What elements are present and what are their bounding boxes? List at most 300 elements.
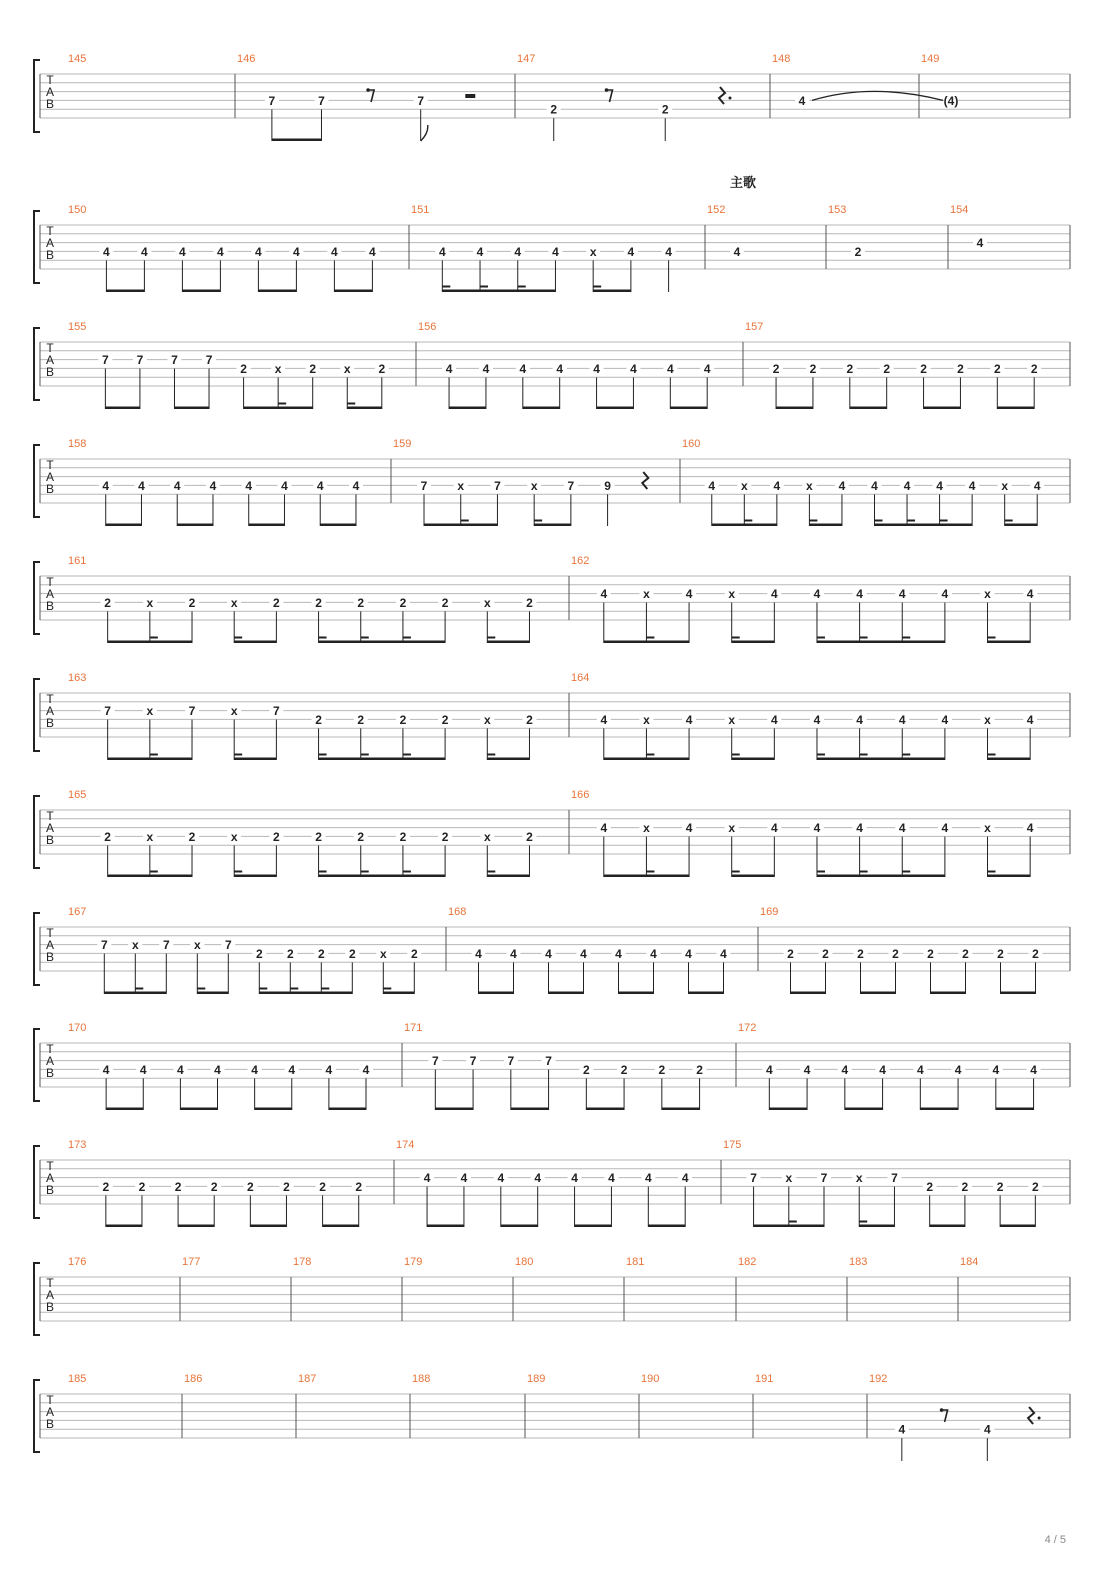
fret-number: 7 [891, 1171, 898, 1186]
fret-number: 2 [255, 946, 263, 961]
beam [732, 758, 775, 761]
sixteenth-beam [361, 637, 369, 639]
fret-number: 4 [685, 587, 693, 602]
beam [249, 524, 285, 527]
tab-clef-letter: T [46, 692, 54, 706]
measure [68, 1139, 366, 1227]
dead-note: x [785, 1171, 793, 1186]
sixteenth-beam [403, 637, 411, 639]
system-bracket [34, 1380, 40, 1452]
dead-note: x [230, 829, 238, 844]
fret-number: 2 [315, 829, 322, 844]
fret-number: 4 [460, 1171, 468, 1186]
beam [182, 290, 220, 293]
measure [68, 906, 421, 994]
tab-clef-letter: B [45, 1183, 55, 1197]
sixteenth-beam [809, 520, 817, 522]
beam [427, 1225, 464, 1228]
fret-number: 4 [331, 244, 338, 259]
fret-number: 7 [420, 478, 428, 493]
beam [105, 407, 140, 410]
measure-number: 179 [404, 1256, 423, 1268]
fret-number: 4 [813, 821, 821, 836]
fret-number: 4 [316, 478, 324, 493]
beam [732, 875, 775, 878]
dead-note: x [728, 821, 736, 836]
fret-number: 4 [552, 244, 559, 259]
fret-number: 4 [770, 712, 778, 727]
fret-number: 2 [962, 946, 969, 961]
tab-clef-letter: T [46, 458, 54, 472]
fret-number: 4 [255, 244, 262, 259]
measure [404, 1022, 707, 1110]
beam [586, 1108, 624, 1111]
eighth-rest-dot [605, 88, 609, 92]
fret-number: 4 [534, 1171, 542, 1186]
quarter-rest [1028, 1407, 1034, 1424]
fret-number: 4 [685, 946, 692, 961]
sixteenth-beam [197, 988, 205, 990]
beam [712, 524, 777, 527]
fret-number: 4 [720, 946, 727, 961]
beam [435, 1108, 473, 1111]
dead-note: x [643, 587, 650, 602]
sixteenth-beam [347, 403, 355, 405]
beam [106, 524, 142, 527]
fret-number: 4 [838, 478, 846, 493]
measure-number: 159 [393, 438, 412, 450]
fret-number: 2 [857, 946, 864, 961]
beam [988, 758, 1031, 761]
fret-number: 2 [399, 829, 407, 844]
fret-number: 4 [608, 1171, 615, 1186]
beam [255, 1108, 292, 1111]
fret-number: 2 [993, 361, 1001, 376]
tab-clef-letter: T [46, 73, 54, 87]
fret-number: 4 [879, 1062, 886, 1077]
fret-number: 4 [856, 712, 863, 727]
sixteenth-beam [487, 637, 495, 639]
system-bracket [34, 1029, 40, 1101]
beam [597, 407, 634, 410]
beam [487, 875, 529, 878]
beam [347, 407, 382, 410]
measure-number: 148 [772, 53, 791, 65]
measure-number: 157 [745, 321, 764, 333]
fret-number: 4 [773, 478, 781, 493]
tab-clef-letter: A [45, 470, 55, 484]
sixteenth-beam [150, 637, 158, 639]
beam [323, 1225, 359, 1228]
measure [828, 204, 865, 259]
measure-number: 171 [404, 1022, 423, 1034]
tab-clef-letter: T [46, 926, 54, 940]
fret-number: 4 [445, 361, 453, 376]
tab-clef-letter: A [45, 1171, 55, 1185]
dead-note: x [806, 478, 813, 493]
tab-clef-letter: A [45, 1054, 55, 1068]
measure [682, 438, 1044, 526]
beam [272, 139, 322, 142]
fret-number: 7 [171, 353, 178, 368]
beam [174, 407, 209, 410]
measure [571, 789, 1037, 877]
sixteenth-beam [361, 871, 369, 873]
tab-system [34, 204, 1070, 292]
sixteenth-beam [150, 754, 158, 756]
fret-number: 2 [526, 829, 533, 844]
fret-number: 7 [750, 1171, 757, 1186]
tab-clef-letter: B [45, 1417, 55, 1431]
measure-number: 163 [68, 672, 87, 684]
fret-number: 4 [813, 712, 821, 727]
fret-number: 4 [1026, 821, 1034, 836]
measure [745, 321, 1041, 409]
measure [738, 1022, 1041, 1110]
fret-number: 7 [417, 93, 425, 108]
beam [817, 641, 945, 644]
fret-number: 2 [399, 712, 407, 727]
system-bracket [34, 679, 40, 751]
sixteenth-beam [732, 637, 740, 639]
tab-clef-letter: A [45, 236, 55, 250]
fret-number: 4 [600, 587, 608, 602]
beam [662, 1108, 700, 1111]
beam [776, 407, 813, 410]
dead-note: x [855, 1171, 863, 1186]
measure [411, 204, 676, 292]
tab-clef-letter: A [45, 85, 55, 99]
sixteenth-beam [874, 520, 882, 522]
fret-number: 4 [983, 1422, 991, 1437]
fret-number: 4 [765, 1062, 773, 1077]
fret-number: 4 [685, 821, 693, 836]
system-bracket [34, 60, 40, 132]
measure [760, 906, 1043, 994]
fret-number: 4 [545, 946, 552, 961]
sixteenth-beam [859, 1221, 867, 1223]
sixteenth-beam [646, 871, 654, 873]
fret-number: 7 [104, 704, 111, 719]
beam [234, 641, 276, 644]
beam [593, 290, 631, 293]
fret-number: 4 [1033, 478, 1041, 493]
sixteenth-beam [732, 871, 740, 873]
measure [418, 321, 714, 409]
beam [234, 875, 276, 878]
fret-number: 2 [210, 1179, 218, 1194]
tab-clef-letter: A [45, 1288, 55, 1302]
tab-system [34, 906, 1070, 994]
dead-note: x [984, 587, 991, 602]
fret-number: 2 [822, 946, 829, 961]
dead-note: x [146, 829, 154, 844]
sixteenth-beam [902, 871, 910, 873]
sixteenth-beam [290, 988, 298, 990]
tab-clef-letter: A [45, 353, 55, 367]
beam [197, 992, 228, 995]
measure-number: 151 [411, 204, 430, 216]
fret-number: 4 [630, 361, 637, 376]
tab-clef-letter: A [45, 587, 55, 601]
dead-note: x [230, 595, 238, 610]
fret-number: 4 [941, 821, 949, 836]
sixteenth-beam [135, 988, 143, 990]
beam [319, 641, 446, 644]
measure-number: 173 [68, 1139, 87, 1151]
fret-number: 4 [369, 244, 376, 259]
beam [319, 875, 446, 878]
measure-number: 164 [571, 672, 590, 684]
measure [448, 906, 731, 994]
measure-number: 175 [723, 1139, 742, 1151]
dead-note: x [728, 587, 736, 602]
sixteenth-beam [361, 754, 369, 756]
fret-number: 4 [593, 361, 600, 376]
fret-number: 4 [497, 1171, 505, 1186]
fret-number: 2 [1030, 361, 1038, 376]
tab-clef-letter: A [45, 938, 55, 952]
measure-number: 165 [68, 789, 87, 801]
sixteenth-beam [902, 637, 910, 639]
beam [604, 641, 689, 644]
sixteenth-beam [534, 520, 542, 522]
beam [648, 1225, 685, 1228]
fret-number: 4 [141, 244, 148, 259]
tab-system [34, 672, 1070, 760]
dead-note: x [984, 712, 991, 727]
dead-note: x [643, 712, 650, 727]
dead-note: x [193, 938, 201, 953]
fret-number: 7 [494, 478, 501, 493]
measure-number: 191 [755, 1373, 774, 1385]
measure-number: 156 [418, 321, 437, 333]
sixteenth-beam [461, 520, 469, 522]
fret-number: 9 [604, 478, 611, 493]
fret-number: 4 [293, 244, 300, 259]
measure [68, 1373, 86, 1385]
measure [404, 1256, 422, 1268]
fret-number: 4 [102, 1062, 110, 1077]
tab-clef-letter: B [45, 482, 55, 496]
beam [769, 1108, 807, 1111]
measure-number: 178 [293, 1256, 312, 1268]
measure-number: 166 [571, 789, 590, 801]
fret-number: 4 [650, 946, 657, 961]
fret-number: 2 [283, 1179, 290, 1194]
tab-clef-letter: T [46, 1393, 54, 1407]
measure [849, 1256, 867, 1268]
fret-number: 7 [205, 353, 213, 368]
fret-number: 4 [770, 821, 778, 836]
fret-number: 2 [357, 595, 365, 610]
fret-number: 2 [174, 1179, 182, 1194]
fret-number: 2 [957, 361, 964, 376]
beam [920, 1108, 958, 1111]
beam [449, 407, 486, 410]
fret-number: 2 [696, 1062, 703, 1077]
fret-number: 7 [102, 353, 109, 368]
fret-number: 4 [352, 478, 360, 493]
dead-note: x [643, 821, 650, 836]
fret-number: 4 [681, 1171, 689, 1186]
tab-clef-letter: A [45, 704, 55, 718]
fret-number: 2 [441, 712, 449, 727]
beam [1000, 1225, 1035, 1228]
measure [641, 1373, 659, 1385]
fret-number: 4 [976, 236, 984, 251]
sixteenth-beam [817, 871, 825, 873]
fret-number: 2 [348, 946, 356, 961]
beam [383, 992, 414, 995]
fret-number: 2 [526, 595, 533, 610]
fret-number: 4 [898, 821, 906, 836]
sixteenth-beam [234, 754, 242, 756]
beam [442, 290, 555, 293]
sixteenth-beam [860, 754, 868, 756]
measure [707, 204, 744, 259]
fret-number: 4 [941, 587, 949, 602]
sixteenth-beam [988, 637, 996, 639]
sixteenth-beam [817, 754, 825, 756]
system-bracket [34, 211, 40, 283]
tab-clef-letter: T [46, 341, 54, 355]
dead-note: x [483, 595, 491, 610]
measure [772, 53, 943, 108]
fret-number: 4 [898, 587, 906, 602]
measure [626, 1256, 644, 1268]
measure [68, 53, 86, 65]
dead-note: x [146, 704, 154, 719]
beam [244, 407, 313, 410]
beam [861, 992, 896, 995]
fret-number: (4) [943, 93, 959, 108]
beam [817, 875, 945, 878]
beam [754, 1225, 824, 1228]
beam [319, 758, 446, 761]
measure-number: 161 [68, 555, 87, 567]
fret-number: 2 [1032, 946, 1039, 961]
fret-number: 7 [567, 478, 575, 493]
tab-clef-letter: T [46, 809, 54, 823]
fret-number: 2 [846, 361, 854, 376]
measure-number: 162 [571, 555, 590, 567]
measure-number: 167 [68, 906, 87, 918]
fret-number: 2 [102, 1179, 110, 1194]
quarter-rest [642, 472, 648, 489]
beam [604, 875, 689, 878]
measure [869, 1373, 1041, 1461]
system-bracket [34, 1146, 40, 1218]
sixteenth-beam [319, 637, 327, 639]
sixteenth-beam [150, 871, 158, 873]
page-number: 4 / 5 [1044, 1534, 1066, 1546]
fret-number: 4 [770, 587, 778, 602]
fret-number: 4 [556, 361, 564, 376]
measure-number: 177 [182, 1256, 201, 1268]
fret-number: 4 [476, 244, 484, 259]
system-bracket [34, 913, 40, 985]
measure-number: 182 [738, 1256, 757, 1268]
fret-number: 4 [600, 712, 608, 727]
fret-number: 2 [920, 361, 927, 376]
fret-number: 4 [954, 1062, 962, 1077]
fret-number: 2 [317, 946, 325, 961]
fret-number: 4 [903, 478, 911, 493]
measure-number: 147 [517, 53, 536, 65]
sixteenth-beam [988, 754, 996, 756]
fret-number: 2 [246, 1179, 254, 1194]
dead-note: x [131, 938, 139, 953]
beam [534, 524, 571, 527]
beam [988, 875, 1031, 878]
fret-number: 4 [708, 478, 716, 493]
sixteenth-beam [988, 871, 996, 873]
fret-number: 7 [431, 1054, 439, 1069]
measure-number: 168 [448, 906, 467, 918]
beam [575, 1225, 612, 1228]
system-bracket [34, 562, 40, 634]
sixteenth-beam [321, 988, 329, 990]
measure-number: 192 [869, 1373, 888, 1385]
fret-number: 4 [514, 244, 522, 259]
beam [320, 524, 356, 527]
fret-number: 4 [941, 712, 949, 727]
fret-number: 4 [666, 361, 674, 376]
beam [177, 524, 213, 527]
beam [732, 641, 775, 644]
measure-number: 184 [960, 1256, 979, 1268]
beam [809, 524, 842, 527]
beam [329, 1108, 366, 1111]
beam [791, 992, 826, 995]
tab-clef-letter: B [45, 716, 55, 730]
fret-number: 7 [318, 93, 325, 108]
fret-number: 4 [482, 361, 490, 376]
fret-number: 4 [475, 946, 482, 961]
sixteenth-beam [646, 637, 654, 639]
fret-number: 4 [615, 946, 622, 961]
measure [571, 672, 1037, 760]
measure-number: 158 [68, 438, 87, 450]
fret-number: 4 [733, 244, 741, 259]
beam [988, 641, 1031, 644]
fret-number: 4 [916, 1062, 924, 1077]
fret-number: 4 [898, 1422, 906, 1437]
beam [234, 758, 276, 761]
measure-number: 174 [396, 1139, 415, 1151]
measure-number: 172 [738, 1022, 757, 1034]
sixteenth-beam [259, 988, 267, 990]
fret-number: 2 [772, 361, 780, 376]
beam [850, 407, 887, 410]
fret-number: 2 [410, 946, 418, 961]
measure [182, 1256, 200, 1268]
sixteenth-beam [744, 520, 752, 522]
sixteenth-beam [403, 871, 411, 873]
fret-number: 4 [992, 1062, 1000, 1077]
measure [755, 1373, 773, 1385]
fret-number: 2 [787, 946, 794, 961]
fret-number: 7 [273, 704, 280, 719]
tab-system [34, 321, 1070, 409]
beam [670, 407, 707, 410]
measure [393, 438, 648, 526]
sixteenth-beam [518, 286, 526, 288]
fret-number: 2 [961, 1179, 969, 1194]
tab-clef-letter: T [46, 575, 54, 589]
measure [412, 1373, 430, 1385]
